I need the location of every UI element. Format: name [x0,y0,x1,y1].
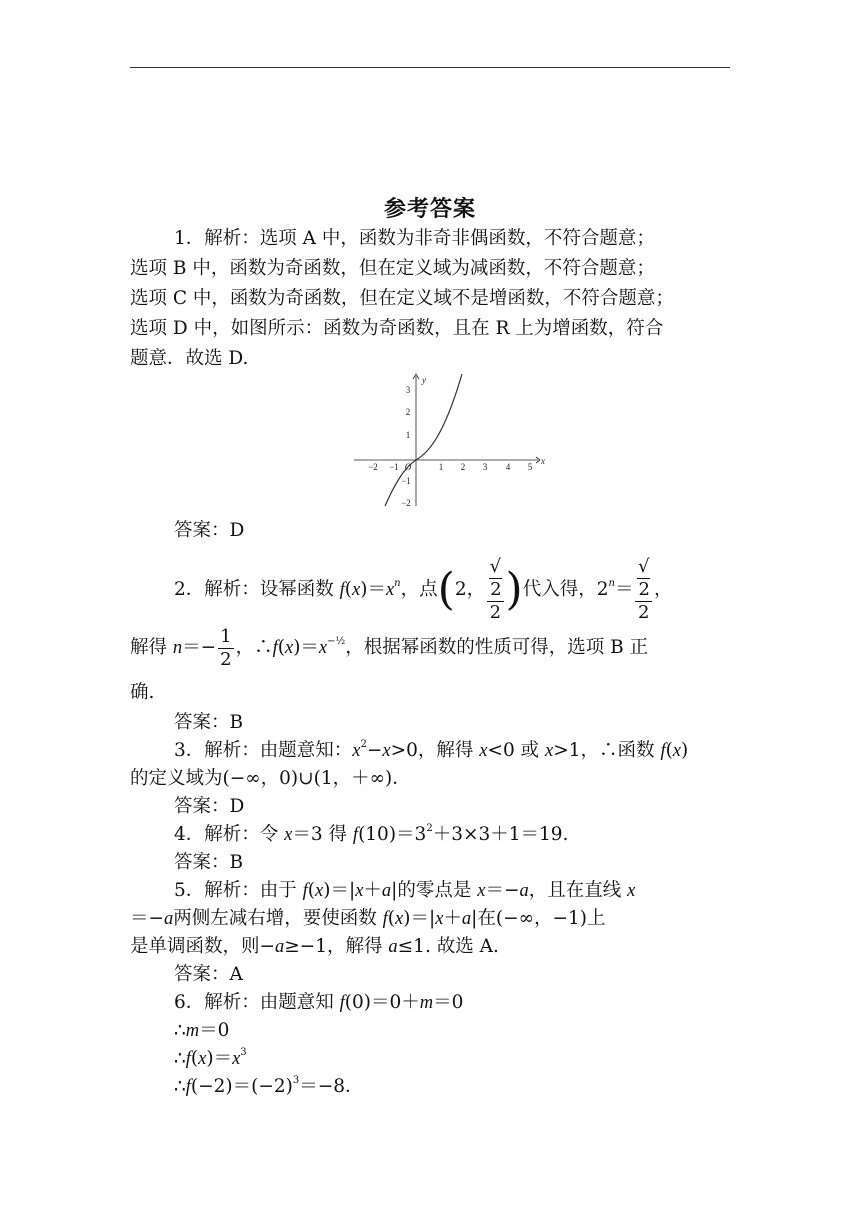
q2-line-2: 解得 n＝− $\frac{1}{2}$ ，$\therefore f(x)=x^{-\frac{1}{2}}$，根据幂函数的性质可得，选项 B 正 [130,625,649,670]
q1-line-5: 题意．故选 D. [130,348,249,369]
page-title: 参考答案 [383,196,476,222]
y-tick-label: 3 [405,385,411,395]
q3-line-2: 的定义域为(−∞，0)∪(1，＋∞)． [130,768,411,789]
q2-line-1: 2．解析：设幂函数 $f(x)=x^n$，点(2， √ 2 2 )代入得，$2^n=$ √ 2 2 ， [174,556,673,623]
origin-label: O [404,462,412,472]
y-tick-label: −2 [401,498,411,508]
q4-line-1: 4．解析：令 x＝3 得 $f(10)=3^2+3\times 3+1=19$. [174,823,569,845]
y-axis-label: y [422,375,426,385]
x-tick-label: 5 [527,462,533,472]
q5-line-2: ＝−a两侧左减右增，要使函数 f(x)＝|x＋a|在(−∞，−1)上 [130,908,606,929]
q4-answer: 答案：B [174,852,244,873]
q6-line-4: $\therefore f(-2)=(-2)^3=-8$． [174,1075,364,1097]
y-tick-label: 1 [405,430,411,440]
curve [385,374,462,506]
q5-answer: 答案：A [174,964,243,985]
x-tick-label: −1 [389,462,399,472]
q5-line-3: 是单调函数，则−a≥−1，解得 a≤1. 故选 A. [130,936,499,957]
y-tick-label: −1 [401,476,411,486]
x-axis-label: x [541,456,545,466]
q1-line-3: 选项 C 中，函数为奇函数，但在定义域不是增函数，不符合题意； [130,288,674,309]
q3-answer: 答案：D [174,796,245,817]
x-tick-label: 4 [505,462,511,472]
q6-line-1: 6．解析：由题意知 f(0)＝0＋m＝0 [174,992,464,1013]
cubic-function-graph [350,372,550,512]
x-tick-label: 2 [460,462,466,472]
q3-line-1: 3．解析：由题意知：$x^2-x>0$，解得 x<0 或 x>1，∴函数 f(x) [174,739,689,761]
q1-answer: 答案：D [174,520,245,541]
x-tick-label: 3 [482,462,488,472]
q6-line-2: ∴m＝0 [174,1020,230,1041]
q2-line-3: 确. [130,682,155,703]
q2-answer: 答案：B [174,712,244,733]
y-tick-label: 2 [405,407,411,417]
x-tick-label: 1 [438,462,444,472]
q1-line-4: 选项 D 中，如图所示：函数为奇函数，且在 R 上为增函数，符合 [130,318,664,339]
q1-line-2: 选项 B 中，函数为奇函数，但在定义域为减函数，不符合题意； [130,258,655,279]
x-tick-label: −2 [368,462,378,472]
q5-line-1: 5．解析：由于 f(x)＝|x＋a|的零点是 x＝−a，且在直线 x [174,880,636,901]
q6-line-3: $\therefore f(x)=x^3$ [174,1047,247,1069]
q1-line-1: 1．解析：选项 A 中，函数为非奇非偶函数，不符合题意； [174,228,655,249]
header-rule [130,67,730,68]
